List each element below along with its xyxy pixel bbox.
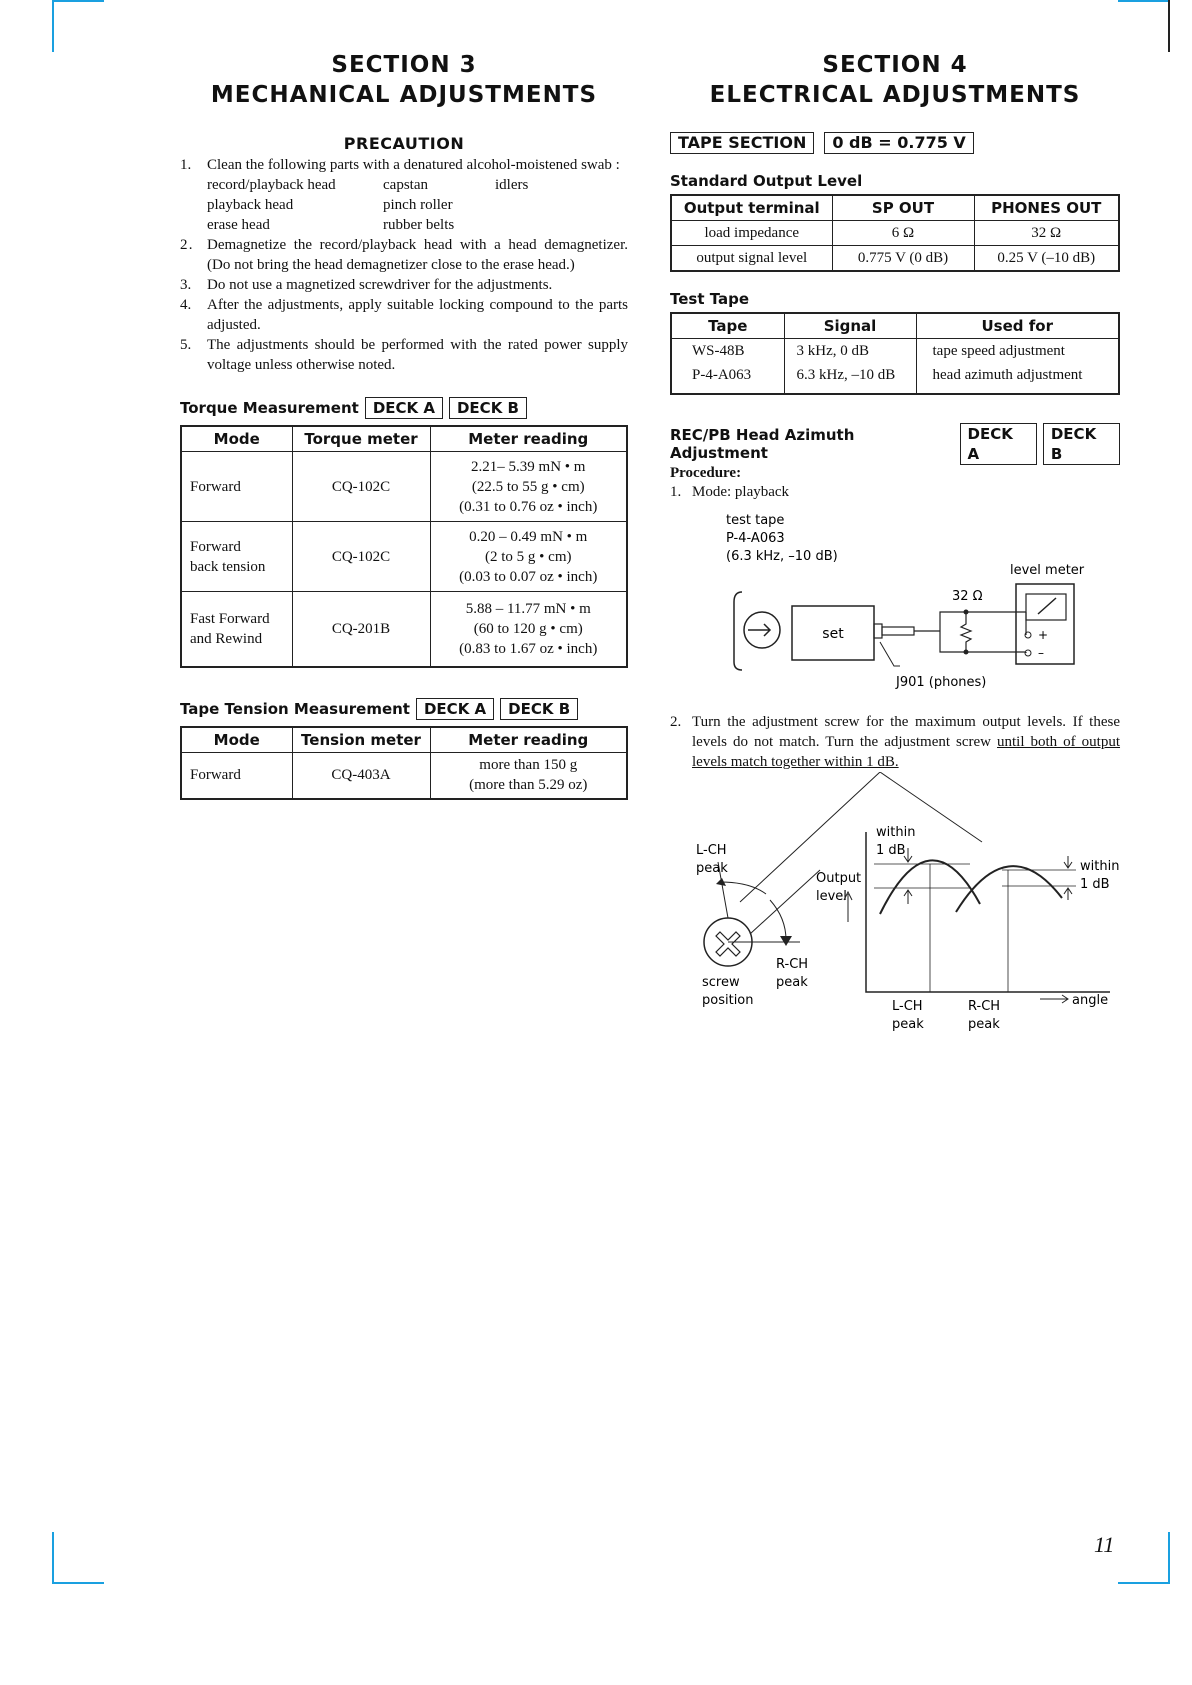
label-graph-rch-1: R-CH	[968, 999, 1001, 1014]
table-row	[672, 339, 1118, 364]
rch-curve	[956, 866, 1062, 912]
torque-deck-b-tag: DECK B	[449, 397, 527, 419]
torque-deck-a-tag: DECK A	[365, 397, 443, 419]
precaution-item-2	[180, 235, 628, 275]
crop-mark-bottom-right-h	[1118, 1582, 1170, 1584]
section-4-subtitle: ELECTRICAL ADJUSTMENTS	[709, 82, 1081, 108]
leader-line	[880, 642, 900, 666]
part-item: rubber belts	[383, 217, 455, 233]
label-level-meter: level meter	[1010, 563, 1085, 578]
arrow-icon	[748, 624, 770, 636]
precaution-title: PRECAUTION	[343, 134, 465, 153]
label-rch-peak-2: peak	[776, 975, 808, 990]
table-cell: 6 Ω	[832, 221, 974, 246]
std-header-sp-out: SP OUT	[832, 196, 974, 221]
label-output-1: Output	[816, 871, 862, 886]
within-arrows-right	[1064, 856, 1072, 900]
torque-heading	[180, 397, 628, 419]
label-graph-lch-1: L-CH	[892, 999, 923, 1014]
precaution-text-1: Clean the following parts with a denatured alcohol-moistened swab :	[207, 157, 620, 173]
arc-arrowhead	[780, 936, 792, 946]
table-cell: 32 Ω	[974, 221, 1118, 246]
tension-table	[182, 728, 626, 799]
wire	[966, 612, 1026, 652]
precaution-num-5: 5.	[180, 337, 192, 353]
precaution-item-4	[180, 295, 628, 335]
part-item	[495, 195, 595, 215]
precaution-num-3: 3.	[180, 277, 192, 293]
step-2-num: 2.	[670, 714, 682, 730]
table-cell: 2.21– 5.39 mN • m (22.5 to 55 g • cm) (0.31 to 0.76 oz • inch)	[430, 452, 626, 522]
table-row	[672, 246, 1118, 271]
label-screw-2: position	[702, 993, 754, 1008]
tension-deck-a-tag: DECK A	[416, 698, 494, 720]
crop-mark-top-right	[1168, 0, 1170, 52]
crop-mark-bottom-right	[1168, 1532, 1192, 1584]
label-lch-peak-1: L-CH	[696, 843, 727, 858]
std-header-terminal: Output terminal	[672, 196, 832, 221]
torque-table	[182, 427, 626, 666]
part-item: capstan	[383, 177, 428, 193]
table-cell: 3 kHz, 0 dB	[784, 339, 916, 364]
tape-section-tag: TAPE SECTION	[670, 132, 814, 154]
precaution-list-cont	[180, 235, 628, 375]
tension-header-meter: Tension meter	[292, 728, 430, 753]
table-cell: 6.3 kHz, –10 dB	[784, 363, 916, 393]
table-cell: head azimuth adjustment	[916, 363, 1118, 393]
table-cell: Forward back tension	[182, 522, 292, 592]
label-graph-lch-2: peak	[892, 1017, 924, 1032]
crop-mark-top-right-h	[1118, 0, 1170, 2]
part-item: erase head	[207, 217, 270, 233]
tape-bracket	[734, 592, 742, 670]
precaution-text-4: After the adjustments, apply suitable locking compound to the parts adjusted.	[207, 297, 628, 333]
azimuth-diagram	[670, 772, 1120, 1042]
step-2-underlined: until both of output levels match together within 1 dB.	[692, 734, 1121, 770]
torque-header-reading: Meter reading	[430, 427, 626, 452]
std-output-title: Standard Output Level	[670, 172, 863, 190]
table-cell: Forward	[182, 452, 292, 522]
crop-mark-bottom-left	[52, 1532, 104, 1584]
azimuth-deck-a-tag: DECK A	[960, 423, 1037, 465]
label-within-r2: 1 dB	[1080, 877, 1110, 892]
label-graph-rch-2: peak	[968, 1017, 1000, 1032]
parts-grid	[180, 175, 628, 235]
torque-header-meter: Torque meter	[292, 427, 430, 452]
tension-title: Tape Tension Measurement	[180, 699, 410, 718]
test-tape-title: Test Tape	[670, 290, 750, 308]
label-within-r1: within	[1080, 859, 1120, 874]
step-1-num: 1.	[670, 484, 682, 500]
part-item	[495, 215, 595, 235]
wire	[914, 612, 966, 652]
table-cell: WS-48B	[692, 343, 745, 359]
std-output-table	[672, 196, 1118, 270]
page-number: 11	[1094, 1532, 1115, 1557]
table-cell: Fast Forward and Rewind	[182, 592, 292, 666]
table-row	[182, 452, 626, 522]
label-jack: J901 (phones)	[896, 675, 987, 690]
label-screw-1: screw	[702, 975, 740, 990]
tape-header-used-for: Used for	[916, 314, 1118, 339]
label-tape-signal: (6.3 kHz, –10 dB)	[726, 549, 838, 564]
plug-icon	[882, 627, 914, 635]
part-item: playback head	[207, 197, 294, 213]
table-cell: CQ-403A	[292, 752, 430, 798]
label-rch-peak-1: R-CH	[776, 957, 809, 972]
section-3-title: SECTION 3	[331, 52, 477, 78]
section-3-subtitle: MECHANICAL ADJUSTMENTS	[210, 82, 598, 108]
tension-deck-b-tag: DECK B	[500, 698, 578, 720]
label-lch-peak-2: peak	[696, 861, 728, 876]
table-row	[182, 592, 626, 666]
test-tape-table	[672, 314, 1118, 393]
table-row	[672, 221, 1118, 246]
precaution-num-2: 2.	[180, 237, 194, 253]
precaution-text-3: Do not use a magnetized screwdriver for the adjustments.	[207, 277, 553, 293]
leader-line	[750, 870, 820, 934]
precaution-item-5	[180, 335, 628, 375]
tension-table-wrap	[180, 726, 628, 801]
right-column	[670, 50, 1120, 1042]
precaution-text-2: Demagnetize the record/playback head with a head demagnetizer. (Do not bring the head demagnetizer close to the erase head.)	[207, 237, 628, 273]
table-cell: CQ-102C	[292, 452, 430, 522]
table-cell: load impedance	[672, 221, 832, 246]
tape-section-tags	[670, 132, 1120, 154]
label-angle: angle	[1072, 993, 1109, 1008]
table-row	[182, 522, 626, 592]
label-within-1: within	[876, 825, 916, 840]
y-axis-arrow	[844, 892, 852, 922]
label-within-2: 1 dB	[876, 843, 906, 858]
precaution-list	[180, 155, 628, 175]
precaution-text-5: The adjustments should be performed with the rated power supply voltage unless otherwise noted.	[207, 337, 628, 373]
table-cell: more than 150 g (more than 5.29 oz)	[430, 752, 626, 798]
step-1-text: Mode: playback	[692, 484, 790, 500]
left-column	[180, 50, 628, 800]
label-plus: +	[1038, 628, 1049, 642]
table-cell: output signal level	[672, 246, 832, 271]
tension-heading	[180, 698, 628, 720]
table-row	[672, 363, 1118, 393]
table-cell: CQ-201B	[292, 592, 430, 666]
section-4-title: SECTION 4	[822, 52, 968, 78]
std-output-table-wrap	[670, 194, 1120, 272]
tension-header-reading: Meter reading	[430, 728, 626, 753]
table-cell: CQ-102C	[292, 522, 430, 592]
screw-cross-icon	[716, 932, 740, 956]
crop-mark-top-left	[52, 0, 104, 52]
label-test-tape: test tape	[726, 513, 785, 528]
zero-db-tag: 0 dB = 0.775 V	[824, 132, 973, 154]
tape-header-tape: Tape	[672, 314, 784, 339]
table-cell: tape speed adjustment	[916, 339, 1118, 364]
precaution-num-1: 1.	[180, 157, 192, 173]
part-item: record/playback head	[207, 177, 336, 193]
x-axis-arrow	[1040, 995, 1068, 1003]
table-cell: P-4-A063	[692, 367, 752, 383]
step-2	[670, 712, 1120, 772]
azimuth-title: REC/PB Head Azimuth Adjustment	[670, 426, 855, 462]
label-resistor: 32 Ω	[952, 589, 983, 604]
part-item: pinch roller	[383, 197, 453, 213]
step-1	[670, 482, 1120, 502]
std-header-phones-out: PHONES OUT	[974, 196, 1118, 221]
label-minus: –	[1038, 646, 1044, 660]
test-tape-table-wrap	[670, 312, 1120, 395]
crop-mark-top-left-h	[52, 0, 104, 2]
table-cell: 0.20 – 0.49 mN • m (2 to 5 g • cm) (0.03 to 0.07 oz • inch)	[430, 522, 626, 592]
meter-needle-icon	[1038, 598, 1056, 614]
label-tape-name: P-4-A063	[726, 531, 785, 546]
screw-axis	[718, 862, 800, 942]
torque-title: Torque Measurement	[180, 399, 359, 417]
torque-header-mode: Mode	[182, 427, 292, 452]
label-set: set	[822, 626, 844, 642]
table-row	[182, 752, 626, 798]
precaution-num-4: 4.	[180, 297, 192, 313]
precaution-item-1	[180, 155, 628, 175]
label-output-2: level	[816, 889, 847, 904]
step-2-text: Turn the adjustment screw for the maximum output levels. If these levels do not match. Turn the adjustment screw	[692, 714, 1120, 750]
torque-table-wrap	[180, 425, 628, 668]
table-cell: 5.88 – 11.77 mN • m (60 to 120 g • cm) (0.83 to 1.67 oz • inch)	[430, 592, 626, 666]
crop-mark-bottom-left-h	[52, 1582, 104, 1584]
table-cell: 0.25 V (–10 dB)	[974, 246, 1118, 271]
table-cell: Forward	[182, 752, 292, 798]
procedure-label: Procedure:	[670, 465, 742, 481]
tension-header-mode: Mode	[182, 728, 292, 753]
arc-rch	[770, 900, 786, 940]
part-item: idlers	[495, 177, 529, 193]
resistor-icon	[961, 612, 971, 652]
tape-header-signal: Signal	[784, 314, 916, 339]
peak-drop-lines	[930, 864, 1008, 992]
table-cell: 0.775 V (0 dB)	[832, 246, 974, 271]
jack-icon	[874, 624, 882, 638]
precaution-item-3	[180, 275, 628, 295]
azimuth-heading	[670, 423, 1120, 465]
azimuth-deck-b-tag: DECK B	[1043, 423, 1120, 465]
connection-diagram	[670, 502, 1120, 698]
